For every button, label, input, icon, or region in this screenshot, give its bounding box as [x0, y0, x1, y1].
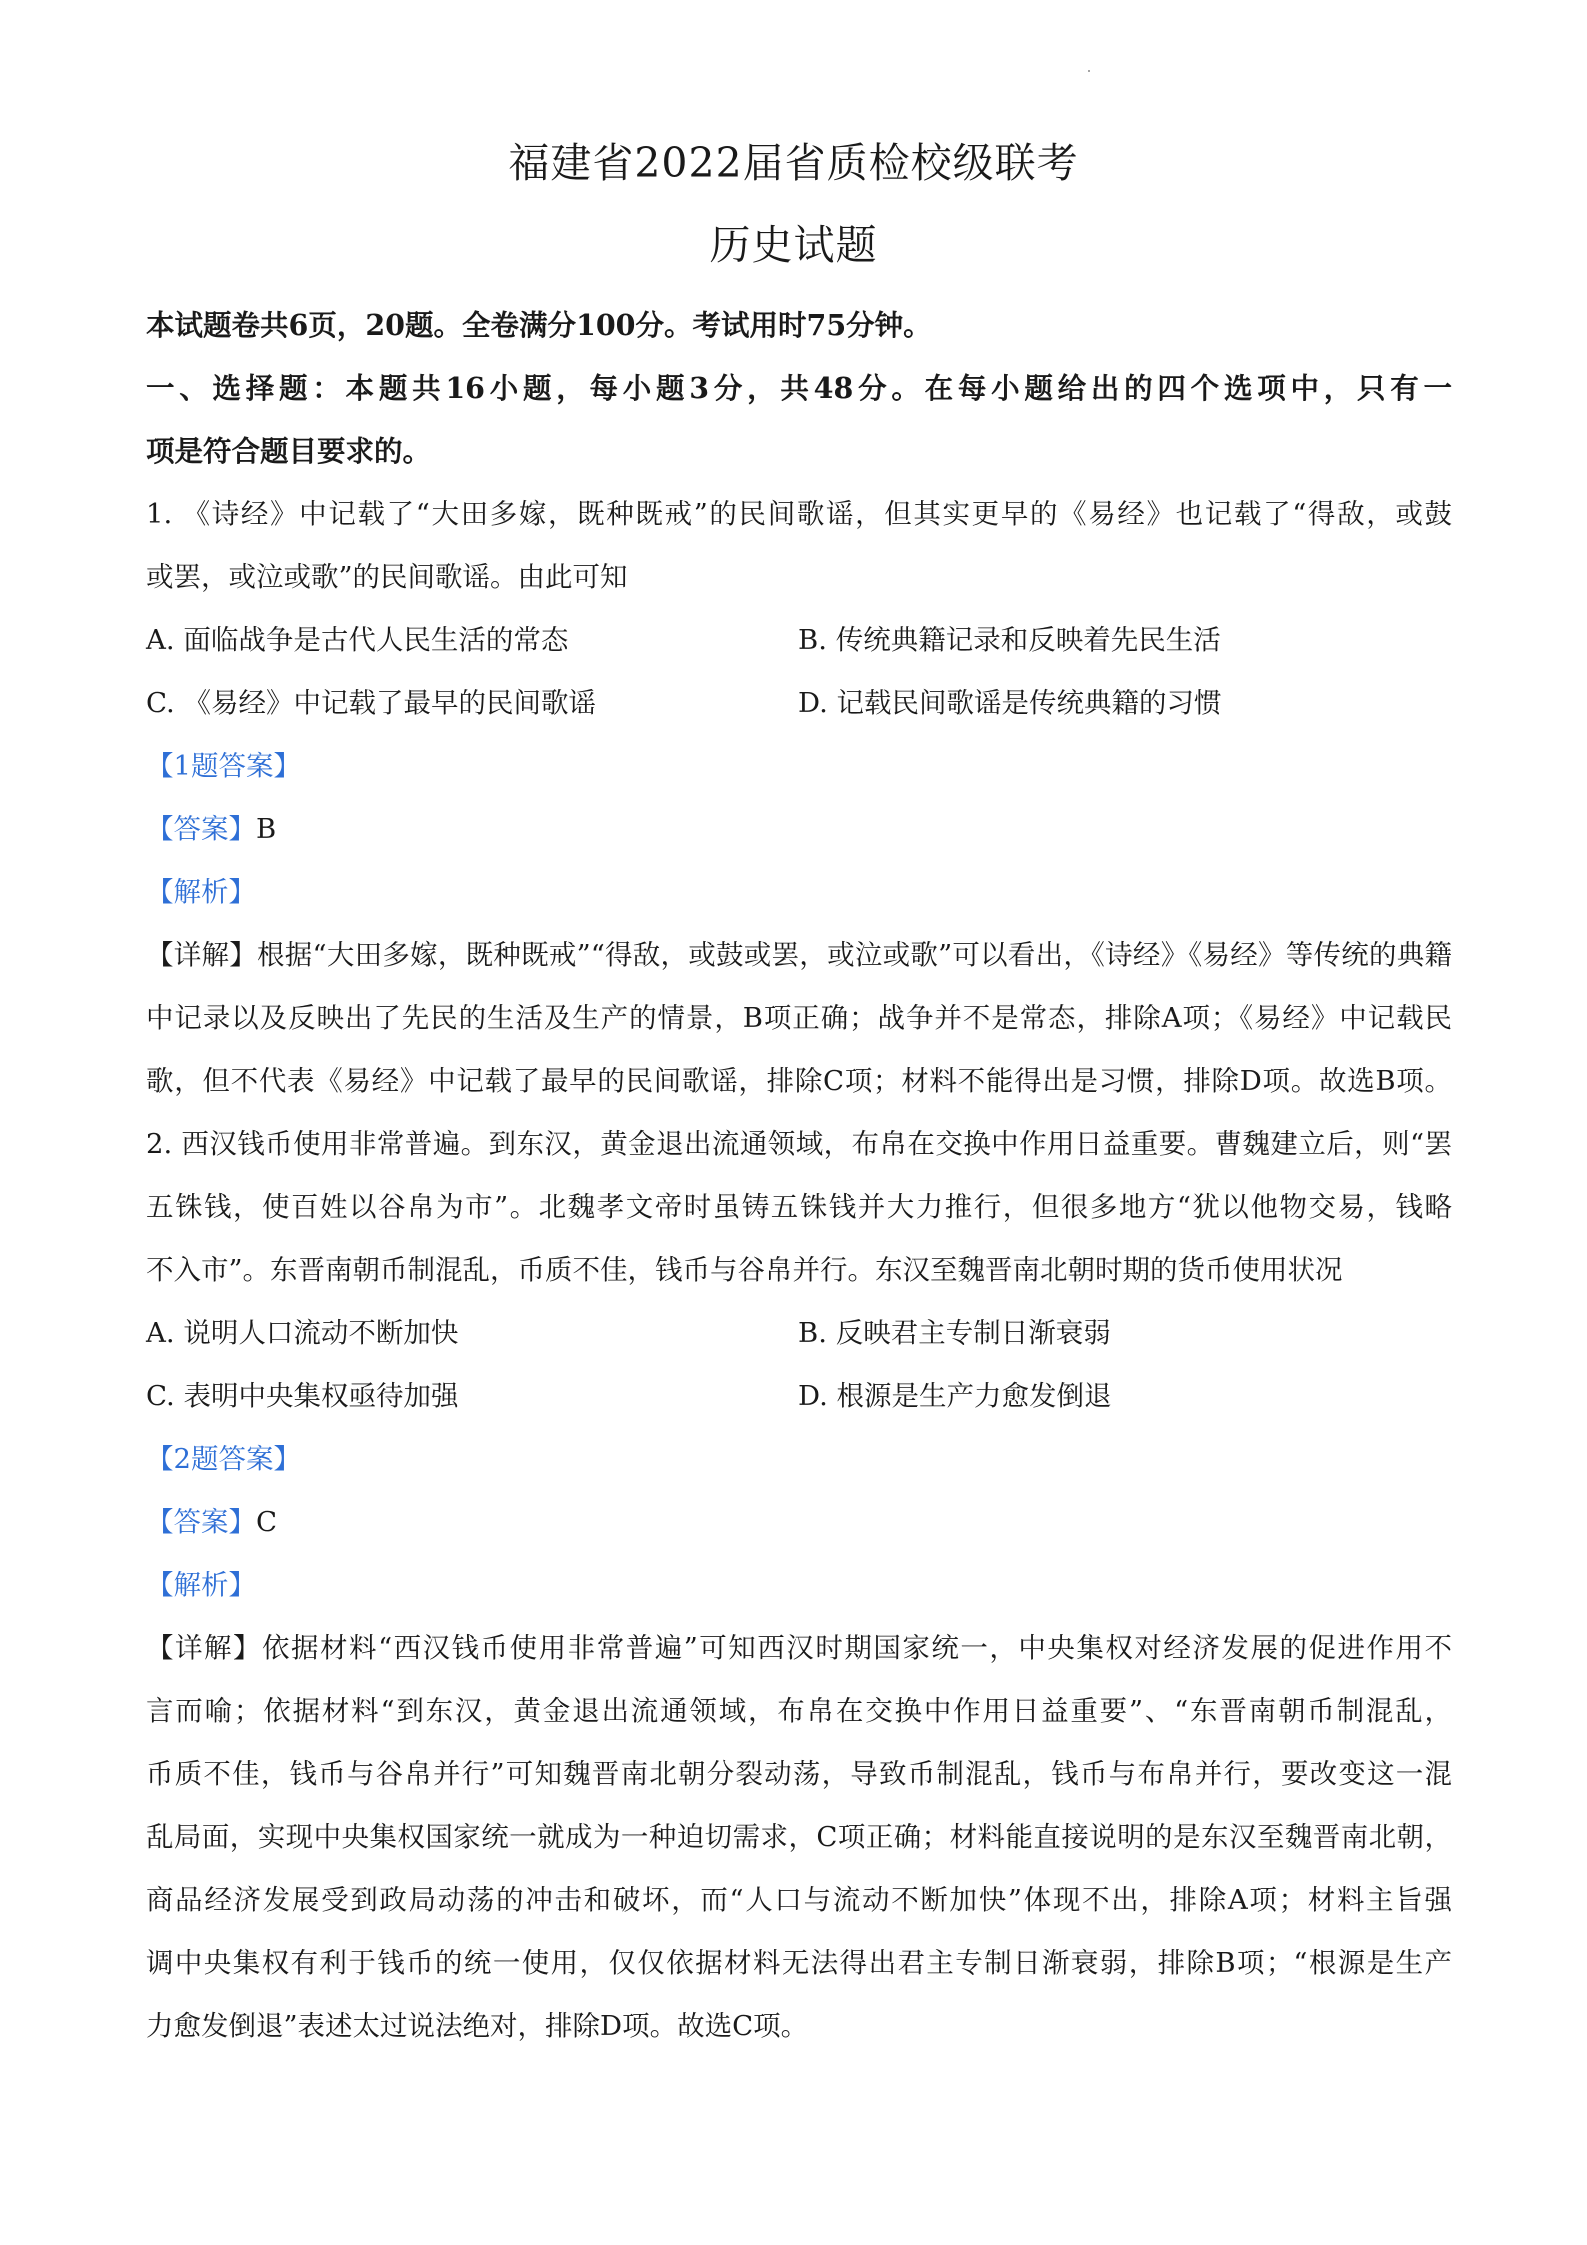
q2-option-b: B. 反映君主专制日渐衰弱 [798, 1317, 1111, 1349]
q2-answer-label: 【答案】 [146, 1506, 256, 1538]
section-heading-line1: 一、选择题：本题共16小题，每小题3分，共48分。在每小题给出的四个选项中，只有一 [146, 371, 1452, 405]
q2-detail-line5: 商品经济发展受到政局动荡的冲击和破坏，而“人口与流动不断加快”体现不出，排除A项；材料主旨强 [146, 1884, 1452, 1916]
exam-title: 福建省2022届省质检校级联考 [508, 139, 1079, 187]
q1-stem-line1: 1. 《诗经》中记载了“大田多嫁，既种既戒”的民间歌谣，但其实更早的《易经》也记载了“得敌，或鼓 [146, 498, 1452, 530]
q2-detail-line4: 乱局面，实现中央集权国家统一就成为一种迫切需求，C项正确；材料能直接说明的是东汉至魏晋南北朝， [146, 1821, 1452, 1853]
q2-answer-heading: 【2题答案】 [146, 1443, 301, 1475]
q1-option-b: B. 传统典籍记录和反映着先民生活 [798, 624, 1221, 656]
exam-info: 本试题卷共6页，20题。全卷满分100分。考试用时75分钟。 [146, 308, 932, 342]
q1-detail-line2: 中记录以及反映出了先民的生活及生产的情景，B项正确；战争并不是常态，排除A项；《易经》中记载民 [146, 1002, 1452, 1034]
scan-dot [1088, 70, 1090, 72]
q2-detail-line6: 调中央集权有利于钱币的统一使用，仅仅依据材料无法得出君主专制日渐衰弱，排除B项；“根源是生产 [146, 1947, 1452, 1979]
q2-stem-line1: 2. 西汉钱币使用非常普遍。到东汉，黄金退出流通领域，布帛在交换中作用日益重要。曹魏建立后，则“罢 [146, 1128, 1452, 1160]
q2-option-d: D. 根源是生产力愈发倒退 [798, 1380, 1112, 1412]
q1-stem-line2: 或罢，或泣或歌”的民间歌谣。由此可知 [146, 561, 628, 593]
q2-detail-line2: 言而喻；依据材料“到东汉，黄金退出流通领域，布帛在交换中作用日益重要”、“东晋南朝币制混乱， [146, 1695, 1452, 1727]
q2-stem-line2: 五铢钱，使百姓以谷帛为市”。北魏孝文帝时虽铸五铢钱并大力推行，但很多地方“犹以他物交易，钱略 [146, 1191, 1452, 1223]
q1-options-row2 [146, 672, 1452, 735]
q1-options-row1 [146, 609, 1452, 672]
q1-detail-line3: 歌，但不代表《易经》中记载了最早的民间歌谣，排除C项；材料不能得出是习惯，排除D项。故选B项。 [146, 1065, 1452, 1097]
q1-answer-value: B [256, 813, 277, 845]
q2-options-row2 [146, 1365, 1452, 1428]
q1-answer-label: 【答案】 [146, 813, 256, 845]
q2-detail-line1: 【详解】依据材料“西汉钱币使用非常普遍”可知西汉时期国家统一，中央集权对经济发展的促进作用不 [146, 1632, 1452, 1664]
q2-options-row1 [146, 1302, 1452, 1365]
exam-content [146, 294, 1452, 2058]
q1-analysis-label: 【解析】 [146, 876, 256, 908]
q1-answer-heading: 【1题答案】 [146, 750, 301, 782]
q2-analysis-label: 【解析】 [146, 1569, 256, 1601]
q1-answer [146, 798, 1452, 861]
q1-option-d: D. 记载民间歌谣是传统典籍的习惯 [798, 687, 1222, 719]
q1-detail-line1: 【详解】根据“大田多嫁，既种既戒”“得敌，或鼓或罢，或泣或歌”可以看出，《诗经》《易经》等传统的典籍 [146, 939, 1452, 971]
exam-subtitle: 历史试题 [709, 221, 878, 269]
q1-option-a: A. 面临战争是古代人民生活的常态 [146, 624, 569, 656]
q2-option-c: C. 表明中央集权亟待加强 [146, 1380, 459, 1412]
q2-option-a: A. 说明人口流动不断加快 [146, 1317, 459, 1349]
q2-stem-line3: 不入市”。东晋南朝币制混乱，币质不佳，钱币与谷帛并行。东汉至魏晋南北朝时期的货币使用状况 [146, 1254, 1343, 1286]
q1-option-c: C. 《易经》中记载了最早的民间歌谣 [146, 687, 597, 719]
q2-answer-value: C [256, 1506, 278, 1538]
q2-detail-line7: 力愈发倒退”表述太过说法绝对，排除D项。故选C项。 [146, 2010, 809, 2042]
section-heading-line2: 项是符合题目要求的。 [146, 434, 432, 468]
q2-detail-line3: 币质不佳，钱币与谷帛并行”可知魏晋南北朝分裂动荡，导致币制混乱，钱币与布帛并行，要改变这一混 [146, 1758, 1452, 1790]
q2-answer [146, 1491, 1452, 1554]
